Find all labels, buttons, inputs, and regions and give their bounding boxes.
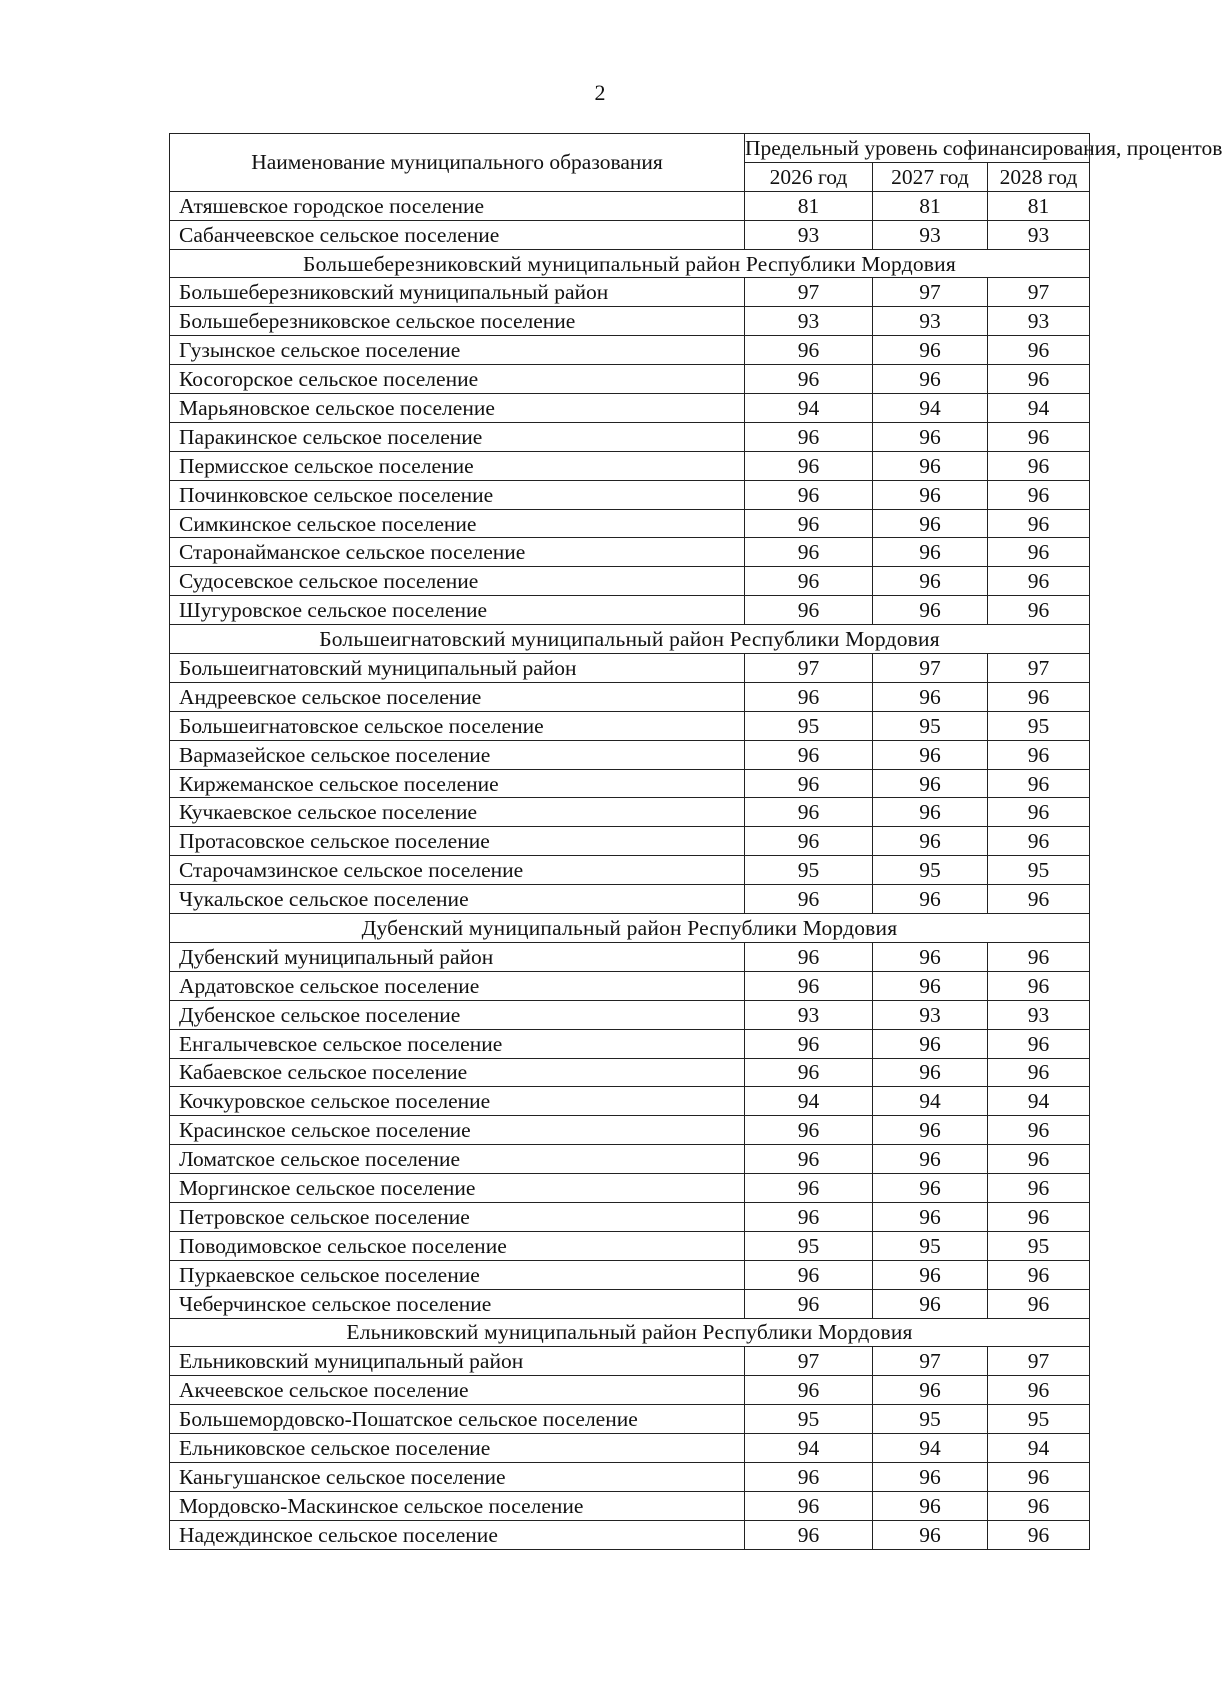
municipality-name: Старонайманское сельское поселение <box>170 538 745 567</box>
value-2027: 96 <box>873 1116 988 1145</box>
value-2026: 96 <box>745 451 873 480</box>
municipality-name: Сабанчеевское сельское поселение <box>170 220 745 249</box>
municipality-name: Пермисское сельское поселение <box>170 451 745 480</box>
column-header-year-2026: 2026 год <box>745 162 873 191</box>
value-2028: 95 <box>988 1405 1090 1434</box>
value-2028: 96 <box>988 336 1090 365</box>
value-2028: 96 <box>988 1116 1090 1145</box>
district-title: Ельниковский муниципальный район Республики Мордовия <box>170 1318 1090 1347</box>
table-row <box>170 1347 1090 1376</box>
value-2026: 95 <box>745 856 873 885</box>
value-2026: 96 <box>745 971 873 1000</box>
value-2026: 96 <box>745 1202 873 1231</box>
municipality-name: Кабаевское сельское поселение <box>170 1058 745 1087</box>
value-2027: 95 <box>873 856 988 885</box>
value-2027: 95 <box>873 1405 988 1434</box>
value-2027: 96 <box>873 1174 988 1203</box>
municipality-name: Ельниковский муниципальный район <box>170 1347 745 1376</box>
value-2028: 93 <box>988 220 1090 249</box>
value-2028: 96 <box>988 971 1090 1000</box>
value-2026: 96 <box>745 1520 873 1549</box>
value-2027: 96 <box>873 798 988 827</box>
table-row <box>170 827 1090 856</box>
value-2026: 96 <box>745 1029 873 1058</box>
value-2026: 93 <box>745 220 873 249</box>
municipality-name: Кучкаевское сельское поселение <box>170 798 745 827</box>
municipality-name: Починковское сельское поселение <box>170 480 745 509</box>
municipality-name: Шугуровское сельское поселение <box>170 596 745 625</box>
value-2027: 96 <box>873 1058 988 1087</box>
municipality-name: Мордовско-Маскинское сельское поселение <box>170 1491 745 1520</box>
value-2028: 96 <box>988 1289 1090 1318</box>
value-2028: 96 <box>988 1491 1090 1520</box>
column-header-year-2028: 2028 год <box>988 162 1090 191</box>
value-2028: 94 <box>988 1087 1090 1116</box>
table-row <box>170 1029 1090 1058</box>
value-2026: 96 <box>745 798 873 827</box>
municipality-name: Каньгушанское сельское поселение <box>170 1462 745 1491</box>
table-row <box>170 682 1090 711</box>
column-header-year-2027: 2027 год <box>873 162 988 191</box>
value-2026: 96 <box>745 1289 873 1318</box>
municipality-name: Ломатское сельское поселение <box>170 1145 745 1174</box>
value-2027: 96 <box>873 682 988 711</box>
table-row <box>170 1434 1090 1463</box>
value-2028: 96 <box>988 885 1090 914</box>
table-row <box>170 278 1090 307</box>
value-2028: 96 <box>988 769 1090 798</box>
value-2028: 96 <box>988 1376 1090 1405</box>
value-2027: 96 <box>873 1376 988 1405</box>
table-row <box>170 1376 1090 1405</box>
value-2028: 97 <box>988 654 1090 683</box>
municipality-name: Симкинское сельское поселение <box>170 509 745 538</box>
municipality-name: Большеигнатовский муниципальный район <box>170 654 745 683</box>
municipality-name: Акчеевское сельское поселение <box>170 1376 745 1405</box>
table-row <box>170 1058 1090 1087</box>
municipality-name: Вармазейское сельское поселение <box>170 740 745 769</box>
value-2026: 96 <box>745 1174 873 1203</box>
value-2027: 96 <box>873 942 988 971</box>
value-2027: 96 <box>873 336 988 365</box>
value-2027: 97 <box>873 1347 988 1376</box>
value-2028: 96 <box>988 1058 1090 1087</box>
value-2027: 93 <box>873 220 988 249</box>
value-2028: 95 <box>988 711 1090 740</box>
value-2027: 96 <box>873 1029 988 1058</box>
value-2027: 96 <box>873 509 988 538</box>
table-row <box>170 1145 1090 1174</box>
value-2027: 94 <box>873 1434 988 1463</box>
municipality-name: Пуркаевское сельское поселение <box>170 1260 745 1289</box>
value-2026: 95 <box>745 1231 873 1260</box>
value-2028: 96 <box>988 1145 1090 1174</box>
value-2027: 96 <box>873 365 988 394</box>
table-row <box>170 365 1090 394</box>
value-2026: 96 <box>745 422 873 451</box>
value-2028: 96 <box>988 596 1090 625</box>
municipality-name: Большеберезниковский муниципальный район <box>170 278 745 307</box>
table-row <box>170 596 1090 625</box>
table-row <box>170 1520 1090 1549</box>
table-row <box>170 336 1090 365</box>
municipality-name: Большеигнатовское сельское поселение <box>170 711 745 740</box>
value-2027: 96 <box>873 1462 988 1491</box>
table-row <box>170 942 1090 971</box>
value-2028: 97 <box>988 278 1090 307</box>
municipality-name: Гузынское сельское поселение <box>170 336 745 365</box>
value-2026: 96 <box>745 1058 873 1087</box>
value-2027: 96 <box>873 740 988 769</box>
value-2026: 96 <box>745 1491 873 1520</box>
table-row <box>170 1174 1090 1203</box>
table-row <box>170 1202 1090 1231</box>
district-header-row <box>170 914 1090 943</box>
municipality-name: Кочкуровское сельское поселение <box>170 1087 745 1116</box>
district-header-row <box>170 249 1090 278</box>
municipality-name: Протасовское сельское поселение <box>170 827 745 856</box>
value-2026: 94 <box>745 394 873 423</box>
table-row <box>170 856 1090 885</box>
cofinancing-table <box>169 133 1222 1550</box>
municipality-name: Большемордовско-Пошатское сельское поселение <box>170 1405 745 1434</box>
value-2027: 96 <box>873 567 988 596</box>
table-row <box>170 1087 1090 1116</box>
table-row <box>170 1462 1090 1491</box>
value-2028: 96 <box>988 1462 1090 1491</box>
value-2026: 96 <box>745 596 873 625</box>
value-2026: 94 <box>745 1434 873 1463</box>
value-2026: 95 <box>745 1405 873 1434</box>
value-2027: 95 <box>873 711 988 740</box>
value-2028: 81 <box>988 191 1090 220</box>
value-2028: 96 <box>988 567 1090 596</box>
value-2028: 96 <box>988 509 1090 538</box>
municipality-name: Атяшевское городское поселение <box>170 191 745 220</box>
municipality-name: Надеждинское сельское поселение <box>170 1520 745 1549</box>
value-2027: 96 <box>873 1260 988 1289</box>
table-row <box>170 191 1090 220</box>
value-2026: 96 <box>745 1145 873 1174</box>
value-2027: 96 <box>873 885 988 914</box>
column-header-cofinancing-level: Предельный уровень софинансирования, процентов <box>745 134 1090 163</box>
value-2027: 93 <box>873 1000 988 1029</box>
value-2027: 81 <box>873 191 988 220</box>
value-2027: 96 <box>873 422 988 451</box>
table-row <box>170 422 1090 451</box>
municipality-name: Марьяновское сельское поселение <box>170 394 745 423</box>
municipality-name: Ардатовское сельское поселение <box>170 971 745 1000</box>
municipality-name: Петровское сельское поселение <box>170 1202 745 1231</box>
municipality-name: Поводимовское сельское поселение <box>170 1231 745 1260</box>
value-2028: 97 <box>988 1347 1090 1376</box>
value-2028: 96 <box>988 365 1090 394</box>
value-2026: 81 <box>745 191 873 220</box>
value-2026: 96 <box>745 827 873 856</box>
value-2026: 96 <box>745 567 873 596</box>
value-2028: 96 <box>988 1260 1090 1289</box>
value-2026: 96 <box>745 885 873 914</box>
value-2026: 95 <box>745 711 873 740</box>
table-body <box>170 191 1090 1549</box>
table-row <box>170 1000 1090 1029</box>
value-2026: 96 <box>745 740 873 769</box>
value-2026: 96 <box>745 336 873 365</box>
table-row <box>170 1491 1090 1520</box>
table-row <box>170 480 1090 509</box>
value-2028: 96 <box>988 1202 1090 1231</box>
value-2027: 96 <box>873 1520 988 1549</box>
table-row <box>170 307 1090 336</box>
value-2028: 96 <box>988 538 1090 567</box>
value-2028: 94 <box>988 394 1090 423</box>
value-2026: 93 <box>745 1000 873 1029</box>
value-2028: 96 <box>988 1520 1090 1549</box>
municipality-name: Андреевское сельское поселение <box>170 682 745 711</box>
municipality-name: Моргинское сельское поселение <box>170 1174 745 1203</box>
value-2026: 94 <box>745 1087 873 1116</box>
value-2027: 96 <box>873 971 988 1000</box>
value-2026: 96 <box>745 538 873 567</box>
value-2027: 96 <box>873 1145 988 1174</box>
value-2026: 96 <box>745 682 873 711</box>
value-2027: 96 <box>873 1491 988 1520</box>
municipality-name: Старочамзинское сельское поселение <box>170 856 745 885</box>
value-2027: 96 <box>873 769 988 798</box>
value-2027: 96 <box>873 1202 988 1231</box>
value-2027: 94 <box>873 394 988 423</box>
value-2027: 96 <box>873 1289 988 1318</box>
value-2026: 96 <box>745 509 873 538</box>
value-2027: 96 <box>873 538 988 567</box>
district-header-row <box>170 1318 1090 1347</box>
district-title: Дубенский муниципальный район Республики Мордовия <box>170 914 1090 943</box>
value-2028: 96 <box>988 942 1090 971</box>
value-2027: 94 <box>873 1087 988 1116</box>
value-2028: 96 <box>988 740 1090 769</box>
value-2027: 96 <box>873 451 988 480</box>
value-2026: 96 <box>745 942 873 971</box>
district-title: Большеигнатовский муниципальный район Республики Мордовия <box>170 625 1090 654</box>
municipality-name: Киржеманское сельское поселение <box>170 769 745 798</box>
district-header-row <box>170 625 1090 654</box>
table-row <box>170 1231 1090 1260</box>
table-row <box>170 1116 1090 1145</box>
value-2028: 96 <box>988 798 1090 827</box>
value-2026: 96 <box>745 1376 873 1405</box>
table-row <box>170 769 1090 798</box>
table-row <box>170 1405 1090 1434</box>
municipality-name: Большеберезниковское сельское поселение <box>170 307 745 336</box>
value-2026: 96 <box>745 1462 873 1491</box>
page-number: 2 <box>594 80 606 105</box>
municipality-name: Косогорское сельское поселение <box>170 365 745 394</box>
table-row <box>170 220 1090 249</box>
value-2027: 97 <box>873 278 988 307</box>
table-row <box>170 654 1090 683</box>
value-2027: 97 <box>873 654 988 683</box>
value-2028: 96 <box>988 1174 1090 1203</box>
value-2027: 93 <box>873 307 988 336</box>
table-row <box>170 1289 1090 1318</box>
value-2027: 96 <box>873 596 988 625</box>
table-row <box>170 538 1090 567</box>
value-2028: 96 <box>988 422 1090 451</box>
value-2026: 96 <box>745 365 873 394</box>
value-2028: 96 <box>988 1029 1090 1058</box>
value-2028: 94 <box>988 1434 1090 1463</box>
value-2027: 96 <box>873 827 988 856</box>
municipality-name: Паракинское сельское поселение <box>170 422 745 451</box>
column-header-name: Наименование муниципального образования <box>170 134 745 192</box>
value-2027: 96 <box>873 480 988 509</box>
municipality-name: Красинское сельское поселение <box>170 1116 745 1145</box>
value-2028: 96 <box>988 827 1090 856</box>
value-2028: 96 <box>988 682 1090 711</box>
value-2026: 96 <box>745 1260 873 1289</box>
municipality-name: Дубенское сельское поселение <box>170 1000 745 1029</box>
table-row <box>170 711 1090 740</box>
table-row <box>170 451 1090 480</box>
value-2026: 96 <box>745 769 873 798</box>
municipality-name: Судосевское сельское поселение <box>170 567 745 596</box>
value-2028: 96 <box>988 480 1090 509</box>
value-2026: 97 <box>745 1347 873 1376</box>
table-row <box>170 740 1090 769</box>
table-row <box>170 971 1090 1000</box>
table-row <box>170 394 1090 423</box>
municipality-name: Чеберчинское сельское поселение <box>170 1289 745 1318</box>
municipality-name: Енгалычевское сельское поселение <box>170 1029 745 1058</box>
value-2028: 95 <box>988 856 1090 885</box>
table-row <box>170 567 1090 596</box>
value-2026: 97 <box>745 654 873 683</box>
table-header <box>170 134 1222 192</box>
municipality-name: Ельниковское сельское поселение <box>170 1434 745 1463</box>
value-2026: 96 <box>745 1116 873 1145</box>
value-2028: 93 <box>988 1000 1090 1029</box>
district-title: Большеберезниковский муниципальный район Республики Мордовия <box>170 249 1090 278</box>
table-row <box>170 798 1090 827</box>
table-row <box>170 509 1090 538</box>
municipality-name: Чукальское сельское поселение <box>170 885 745 914</box>
value-2028: 96 <box>988 451 1090 480</box>
value-2026: 96 <box>745 480 873 509</box>
table-row <box>170 885 1090 914</box>
value-2026: 93 <box>745 307 873 336</box>
value-2028: 93 <box>988 307 1090 336</box>
value-2028: 95 <box>988 1231 1090 1260</box>
table-row <box>170 1260 1090 1289</box>
value-2026: 97 <box>745 278 873 307</box>
value-2027: 95 <box>873 1231 988 1260</box>
municipality-name: Дубенский муниципальный район <box>170 942 745 971</box>
